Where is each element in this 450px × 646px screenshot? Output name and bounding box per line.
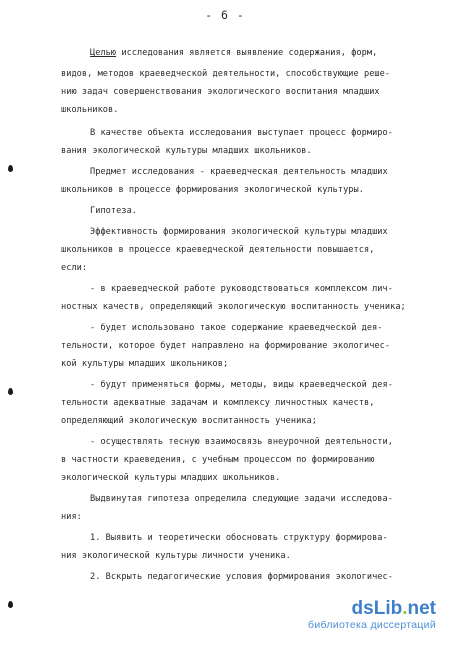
text-line: вания экологической культуры младших школьников. <box>61 146 312 156</box>
punch-hole-middle <box>8 388 13 395</box>
text-line: в частности краеведения, с учебным процессом по формированию <box>61 455 375 465</box>
line-1-rest: исследования является выявление содержания, форм, <box>116 48 378 58</box>
text-line: ния: <box>61 512 82 522</box>
text-line: тельности, которое будет направлено на формирование экологичес- <box>61 341 391 351</box>
text-line: Выдвинутая гипотеза определила следующие задачи исследова- <box>90 494 393 504</box>
text-line: нию задач совершенствования экологического воспитания младших <box>61 87 380 97</box>
text-line: если: <box>61 263 88 273</box>
text-line: ностных качеств, определяющий экологическую воспитанность ученика; <box>61 302 406 312</box>
underlined-word: Целью <box>90 48 117 58</box>
text-line: ния экологической культуры личности ученика. <box>61 551 291 561</box>
text-line: - в краеведческой работе руководствоваться комплексом лич- <box>90 284 393 294</box>
punch-hole-bottom <box>8 601 13 608</box>
text-line: тельности адекватные задачам и комплексу личностных качеств, <box>61 398 375 408</box>
text-line: экологической культуры младших школьников. <box>61 473 281 483</box>
text-line: 2. Вскрыть педагогические условия формирования экологичес- <box>90 572 393 582</box>
punch-hole-top <box>8 165 13 172</box>
watermark <box>308 599 436 631</box>
text-line: школьников в процессе формирования экологической культуры. <box>61 185 364 195</box>
text-line: В качестве объекта исследования выступает процесс формиро- <box>90 128 393 138</box>
text-line: - будет использовано такое содержание краеведческой дея- <box>90 323 383 333</box>
text-line: видов, методов краеведческой деятельности, способствующие реше- <box>61 69 391 79</box>
text-line: кой культуры младших школьников; <box>61 359 229 369</box>
text-line: школьников в процессе краеведческой деятельности повышается, <box>61 245 375 255</box>
text-line <box>90 47 377 59</box>
page-number: - 6 - <box>205 8 245 22</box>
text-line: школьников. <box>61 105 119 115</box>
text-line: - будут применяться формы, методы, виды краеведческой дея- <box>90 380 393 390</box>
watermark-subtitle: библиотека диссертаций <box>308 619 436 631</box>
text-line: Гипотеза. <box>90 206 138 216</box>
text-line: Предмет исследования - краеведческая деятельность младших <box>90 167 388 177</box>
watermark-logo: dsLib.net <box>351 598 436 619</box>
text-line: Эффективность формирования экологической культуры младших <box>90 227 388 237</box>
text-line: определяющий экологическую воспитанность ученика; <box>61 416 317 426</box>
text-line: 1. Выявить и теоретически обосновать структуру формирова- <box>90 533 388 543</box>
text-line: - осуществлять тесную взаимосвязь внеурочной деятельности, <box>90 437 393 447</box>
